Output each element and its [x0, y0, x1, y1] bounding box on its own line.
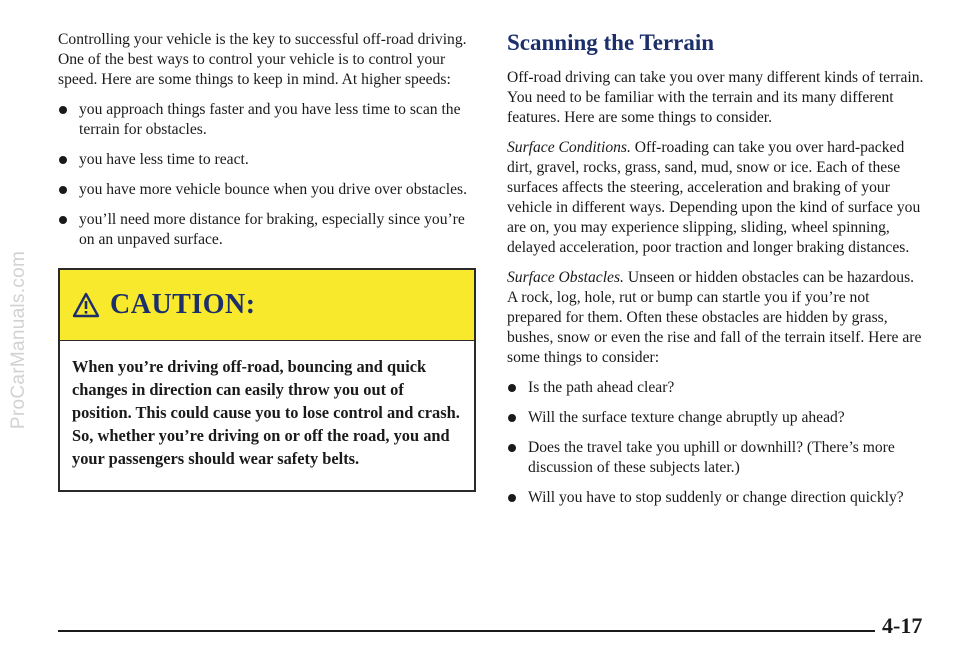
- list-item-text: Will you have to stop suddenly or change direction quickly?: [528, 489, 904, 506]
- list-item-text: you have more vehicle bounce when you drive over obstacles.: [79, 181, 467, 198]
- bullet-icon: [59, 156, 67, 164]
- list-item-text: Is the path ahead clear?: [528, 379, 675, 396]
- caution-title: CAUTION:: [110, 289, 256, 320]
- list-item: [58, 150, 478, 170]
- caution-box: [58, 268, 476, 492]
- list-item-text: you’ll need more distance for braking, especially since you’re on an unpaved surface.: [79, 211, 465, 248]
- page-number: 4-17: [882, 613, 923, 638]
- surface-conditions-paragraph: [507, 138, 927, 258]
- surface-obstacles-paragraph: [507, 268, 927, 368]
- consider-bullet-list: [507, 378, 927, 508]
- list-item: [58, 100, 478, 140]
- right-column: [507, 30, 927, 518]
- surface-conditions-text: Off-roading can take you over hard-packed dirt, gravel, rocks, grass, sand, mud, snow or ice. Each of these surfaces affects the steering, acceleration and braking of your vehicle in different ways. Depending upon the kind of surface you are on, you may experience slipping, sliding, wheel spinning, delayed acceleration, poor traction and longer braking distances.: [507, 139, 921, 256]
- list-item: [507, 488, 927, 508]
- intro-paragraph: Controlling your vehicle is the key to successful off-road driving. One of the best ways to control your vehicle is to control your speed. Here are some things to keep in mind. At higher speeds:: [58, 31, 467, 88]
- list-item-text: you have less time to react.: [79, 151, 249, 168]
- caution-body: When you’re driving off-road, bouncing and quick changes in direction can easily throw you out of position. This could cause you to lose control and crash. So, whether you’re driving on or off the road, you and your passengers should wear safety belts.: [72, 357, 460, 468]
- list-item: [507, 438, 927, 478]
- list-item-text: you approach things faster and you have less time to scan the terrain for obstacles.: [79, 101, 461, 138]
- terrain-intro-paragraph: Off-road driving can take you over many different kinds of terrain. You need to be familiar with the terrain and its many different features. Here are some things to consider.: [507, 69, 924, 126]
- list-item: [507, 408, 927, 428]
- left-column: [58, 30, 478, 492]
- list-item: [58, 210, 478, 250]
- watermark-text: ProCarManuals.com: [8, 250, 29, 430]
- bullet-icon: [508, 384, 516, 392]
- bullet-icon: [508, 494, 516, 502]
- section-heading: Scanning the Terrain: [507, 30, 715, 55]
- bullet-icon: [508, 414, 516, 422]
- surface-conditions-lead: Surface Conditions.: [507, 139, 631, 156]
- bullet-icon: [508, 444, 516, 452]
- list-item: [58, 180, 478, 200]
- footer-rule: [58, 630, 875, 632]
- list-item: [507, 378, 927, 398]
- bullet-icon: [59, 186, 67, 194]
- bullet-icon: [59, 216, 67, 224]
- list-item-text: Will the surface texture change abruptly up ahead?: [528, 409, 845, 426]
- caution-header: [60, 270, 474, 341]
- warning-triangle-icon: [72, 292, 100, 318]
- speed-bullet-list: [58, 100, 478, 250]
- bullet-icon: [59, 106, 67, 114]
- list-item-text: Does the travel take you uphill or downhill? (There’s more discussion of these subjects later.): [528, 439, 895, 476]
- watermark: [2, 60, 36, 620]
- surface-obstacles-lead: Surface Obstacles.: [507, 269, 624, 286]
- surface-obstacles-text: Unseen or hidden obstacles can be hazardous. A rock, log, hole, rut or bump can startle you if you’re not prepared for them. Often these obstacles are hidden by grass, bushes, snow or even the rise and fall of the terrain itself. Here are some things to consider:: [507, 269, 922, 366]
